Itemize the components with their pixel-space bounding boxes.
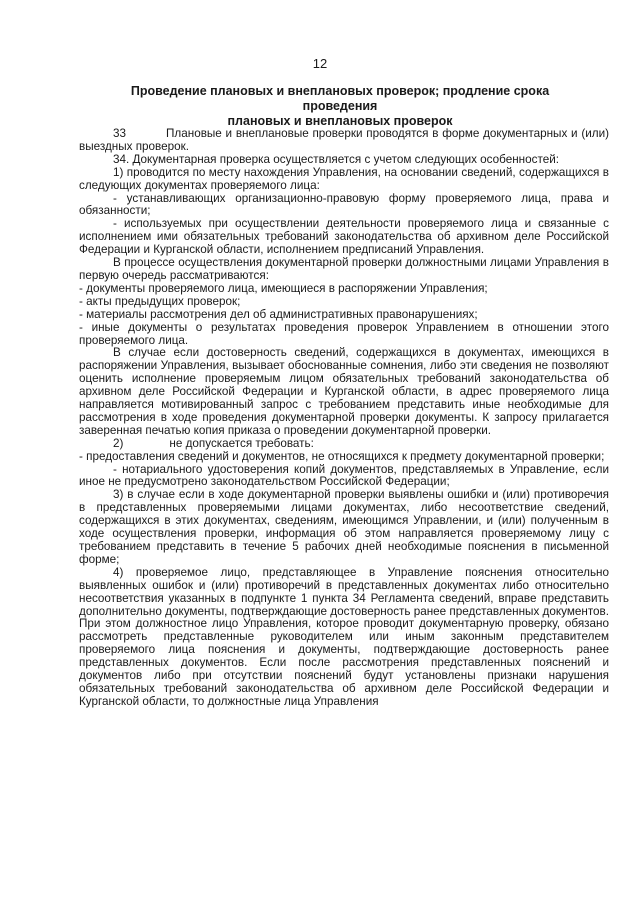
paragraph-2 [79,438,609,451]
paragraph-33-text: Плановые и внеплановые проверки проводятся в форме документарных и (или) выездных проверок. [79,127,609,153]
paragraph-33 [79,128,609,154]
list-item-documents: - документы проверяемого лица, имеющиеся в распоряжении Управления; [79,281,488,295]
paragraph-34-1: 1) проводится по месту нахождения Управления, на основании сведений, содержащихся в следующих документах проверяемого лица: [79,165,609,192]
section-title [100,84,580,129]
paragraph-3: 3) в случае если в ходе документарной проверки выявлены ошибки и (или) противоречия в представленных проверяемыми лицами документах, либо несоответствие сведений, содержащихся в этих документах, сведениям, имеющимся Управлении, и (или) полученным в ходе осуществления проверки, информация об этом направляется проверяемому лицу с требованием представить в течение 5 рабочих дней необходимые пояснения в письменной форме; [79,488,609,566]
paragraph-2-number: 2) [113,436,124,450]
list-item-acts: - акты предыдущих проверок; [79,294,241,308]
document-body [79,128,609,709]
section-title-line-2: плановых и внеплановых проверок [227,114,453,128]
paragraph-34-1-b: - используемых при осуществлении деятельности проверяемого лица и связанные с исполнением ими обязательных требований законодательства об архивном деле Российской Федерации и Курганской области, исполнением предписаний Управления. [79,217,609,257]
paragraph-process: В процессе осуществления документарной проверки должностными лицами Управления в первую очередь рассматриваются: [79,256,609,282]
paragraph-34: 34. Документарная проверка осуществляется с учетом следующих особенностей: [113,152,559,166]
paragraph-2-a: - предоставления сведений и документов, не относящихся к предмету документарной проверки; [79,449,605,463]
page-number: 12 [312,56,328,71]
list-item-materials: - материалы рассмотрения дел об административных правонарушениях; [79,307,478,321]
paragraph-4: 4) проверяемое лицо, представляющее в Управление пояснения относительно выявленных ошибок и (или) противоречий в представленных документах либо относительно несоответствия указанных в подпункте 1 пункта 34 Регламента сведений, вправе представить дополнительно документы, подтверждающие достоверность ранее представленных документов. При этом должностное лицо Управления, которое проводит документарную проверку, обязано рассмотреть представленные руководителем или иным законным представителем проверяемого лица пояснения и документы, подтверждающие достоверность ранее представленных документов. Если после рассмотрения представленных пояснений и документов либо при отсутствии пояснений будут установлены признаки нарушения обязательных требований законодательства об архивном деле Российской Федерации и Курганской области, то должностные лица Управления [79,565,609,708]
paragraph-case: В случае если достоверность сведений, содержащихся в документах, имеющихся в распоряжении Управления, вызывает обоснованные сомнения, либо эти сведения не позволяют оценить исполнение проверяемым лицом обязательных требований законодательства об архивном деле Российской Федерации и Курганской области, в адрес проверяемого лица направляется мотивированный запрос с требованием представить иные необходимые для рассмотрения в ходе проведения документарной проверки документы. К запросу прилагается заверенная печатью копия приказа о проведении документарной проверки. [79,346,609,437]
paragraph-2-b: - нотариального удостоверения копий документов, представляемых в Управление, если иное не предусмотрено законодательством Российской Федерации; [79,462,609,489]
list-item-other: - иные документы о результатах проведения проверок Управлением в отношении этого проверяемого лица. [79,320,609,347]
paragraph-34-1-a: - устанавливающих организационно-правовую форму проверяемого лица, права и обязанности; [79,191,609,218]
paragraph-2-text: не допускается требовать: [169,436,314,450]
paragraph-33-number: 33 [113,127,127,140]
section-title-line-1: Проведение плановых и внеплановых проверок; продление срока проведения [130,84,550,113]
